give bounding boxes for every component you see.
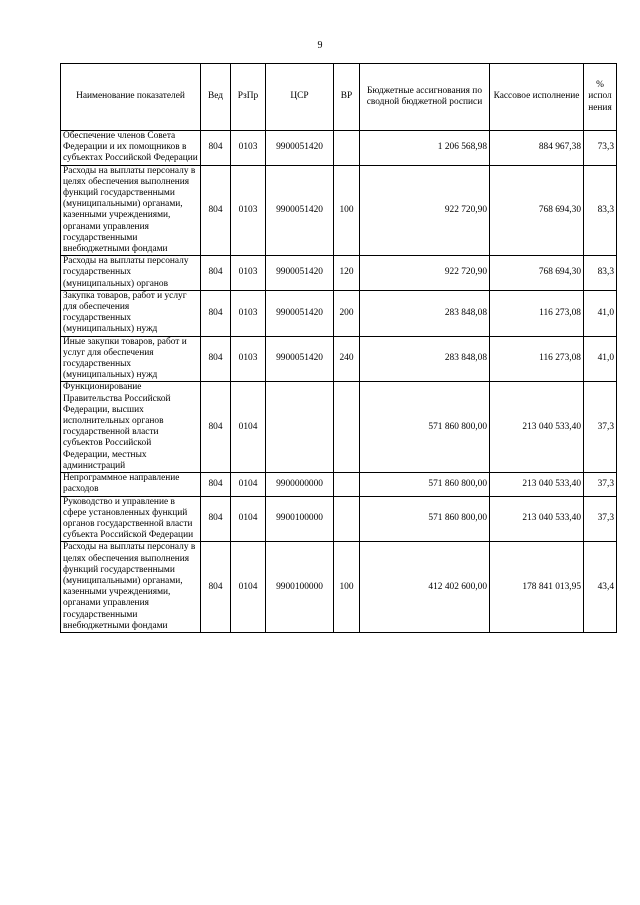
row-assignments: 283 848,08	[360, 336, 490, 382]
row-ved: 804	[201, 290, 231, 336]
row-ved: 804	[201, 336, 231, 382]
row-percent: 37,3	[584, 382, 617, 473]
row-ved: 804	[201, 382, 231, 473]
row-rzpr: 0104	[231, 542, 266, 633]
row-csr: 9900051420	[266, 336, 334, 382]
row-name: Расходы на выплаты персоналу государственных (муниципальных) органов	[61, 256, 201, 291]
row-assignments: 571 860 800,00	[360, 496, 490, 542]
row-csr: 9900100000	[266, 496, 334, 542]
row-cash: 768 694,30	[490, 256, 584, 291]
table-row	[61, 336, 617, 382]
row-rzpr: 0103	[231, 256, 266, 291]
row-cash: 213 040 533,40	[490, 382, 584, 473]
row-ved: 804	[201, 473, 231, 496]
row-cash: 116 273,08	[490, 336, 584, 382]
row-rzpr: 0103	[231, 336, 266, 382]
row-name: Функционирование Правительства Российской Федерации, высших исполнительных органов государственной власти субъектов Российской Федерации, местных администраций	[61, 382, 201, 473]
table-row	[61, 256, 617, 291]
row-csr: 9900051420	[266, 131, 334, 166]
row-percent: 73,3	[584, 131, 617, 166]
row-name: Расходы на выплаты персоналу в целях обеспечения выполнения функций государственными (муниципальными) органами, казенными учреждениями, органами управления государственными внебюджетными фондами	[61, 542, 201, 633]
row-percent: 83,3	[584, 256, 617, 291]
row-cash: 768 694,30	[490, 165, 584, 256]
row-vr	[334, 496, 360, 542]
row-assignments: 1 206 568,98	[360, 131, 490, 166]
row-rzpr: 0103	[231, 290, 266, 336]
row-cash: 116 273,08	[490, 290, 584, 336]
row-percent: 37,3	[584, 496, 617, 542]
row-assignments: 571 860 800,00	[360, 473, 490, 496]
row-percent: 41,0	[584, 336, 617, 382]
header-vr: ВР	[334, 64, 360, 131]
row-percent: 43,4	[584, 542, 617, 633]
table-row	[61, 473, 617, 496]
table-row	[61, 290, 617, 336]
table-row	[61, 131, 617, 166]
row-percent: 83,3	[584, 165, 617, 256]
row-csr: 9900000000	[266, 473, 334, 496]
row-name: Непрограммное направление расходов	[61, 473, 201, 496]
table-header-row	[61, 64, 617, 131]
row-cash: 884 967,38	[490, 131, 584, 166]
row-vr: 100	[334, 165, 360, 256]
row-rzpr: 0103	[231, 165, 266, 256]
row-assignments: 412 402 600,00	[360, 542, 490, 633]
row-vr: 100	[334, 542, 360, 633]
row-vr	[334, 382, 360, 473]
table-row	[61, 496, 617, 542]
row-name: Иные закупки товаров, работ и услуг для обеспечения государственных (муниципальных) нужд	[61, 336, 201, 382]
page-number: 9	[317, 40, 323, 51]
row-cash: 213 040 533,40	[490, 473, 584, 496]
row-vr	[334, 131, 360, 166]
row-ved: 804	[201, 542, 231, 633]
row-csr: 9900051420	[266, 256, 334, 291]
table-row	[61, 382, 617, 473]
header-percent: % испол нения	[584, 64, 617, 131]
row-vr: 120	[334, 256, 360, 291]
row-rzpr: 0103	[231, 131, 266, 166]
row-vr	[334, 473, 360, 496]
row-csr: 9900051420	[266, 165, 334, 256]
row-vr: 240	[334, 336, 360, 382]
header-rzpr: РзПр	[231, 64, 266, 131]
row-csr	[266, 382, 334, 473]
header-ved: Вед	[201, 64, 231, 131]
header-cash: Кассовое исполнение	[490, 64, 584, 131]
row-cash: 213 040 533,40	[490, 496, 584, 542]
row-assignments: 283 848,08	[360, 290, 490, 336]
row-name: Закупка товаров, работ и услуг для обеспечения государственных (муниципальных) нужд	[61, 290, 201, 336]
row-rzpr: 0104	[231, 496, 266, 542]
budget-execution-table	[60, 63, 617, 633]
row-ved: 804	[201, 165, 231, 256]
row-assignments: 922 720,90	[360, 165, 490, 256]
table-row	[61, 542, 617, 633]
row-ved: 804	[201, 131, 231, 166]
row-name: Руководство и управление в сфере установленных функций органов государственной власти субъекта Российской Федерации	[61, 496, 201, 542]
row-assignments: 571 860 800,00	[360, 382, 490, 473]
header-assignments: Бюджетные ассигнования по сводной бюджетной росписи	[360, 64, 490, 131]
row-ved: 804	[201, 256, 231, 291]
row-cash: 178 841 013,95	[490, 542, 584, 633]
row-ved: 804	[201, 496, 231, 542]
row-assignments: 922 720,90	[360, 256, 490, 291]
header-csr: ЦСР	[266, 64, 334, 131]
row-csr: 9900100000	[266, 542, 334, 633]
row-rzpr: 0104	[231, 382, 266, 473]
row-percent: 37,3	[584, 473, 617, 496]
table-row	[61, 165, 617, 256]
row-csr: 9900051420	[266, 290, 334, 336]
row-percent: 41,0	[584, 290, 617, 336]
row-vr: 200	[334, 290, 360, 336]
header-name: Наименование показателей	[61, 64, 201, 131]
row-name: Расходы на выплаты персоналу в целях обеспечения выполнения функций государственными (муниципальными) органами, казенными учреждениями, органами управления государственными внебюджетными фондами	[61, 165, 201, 256]
row-name: Обеспечение членов Совета Федерации и их помощников в субъектах Российской Федерации	[61, 131, 201, 166]
row-rzpr: 0104	[231, 473, 266, 496]
